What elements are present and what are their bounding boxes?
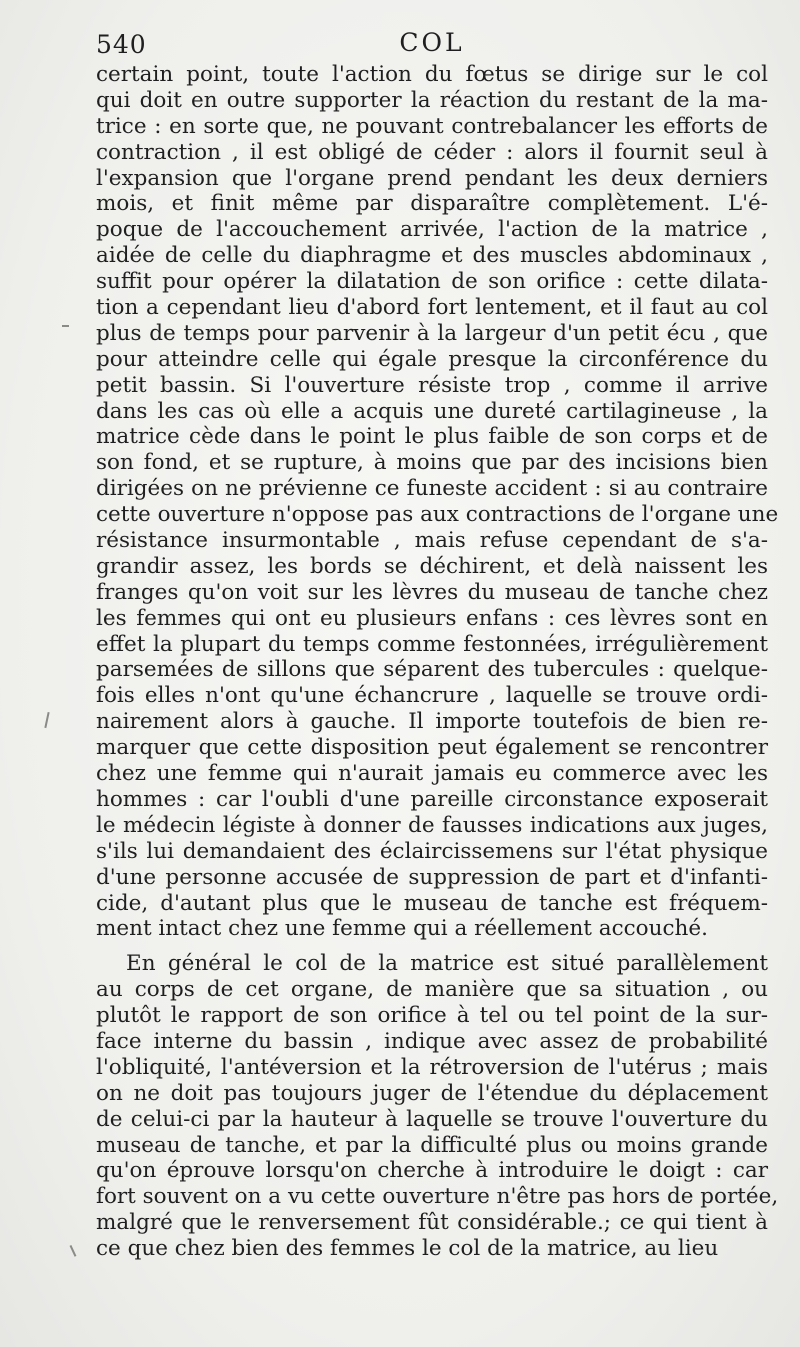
text-line: le médecin légiste à donner de fausses indications aux juges,	[96, 812, 768, 838]
text-line: fort souvent on a vu cette ouverture n'être pas hors de portée,	[96, 1184, 779, 1210]
text-line: ment intact chez une femme qui a réellement accouché.	[96, 916, 708, 942]
text-line: d'une personne accusée de suppression de part et d'infanti-	[96, 864, 768, 890]
text-line: aidée de celle du diaphragme et des muscles abdominaux ,	[96, 243, 768, 269]
text-line: malgré que le renversement fût considérable.; ce qui tient à	[96, 1210, 768, 1236]
text-line: tion a cependant lieu d'abord fort lentement, et il faut au col	[96, 295, 768, 321]
text-line: chez une femme qui n'aurait jamais eu commerce avec les	[96, 761, 768, 787]
text-line: qui doit en outre supporter la réaction du restant de la ma-	[96, 87, 768, 113]
text-line: marquer que cette disposition peut également se rencontrer	[96, 735, 768, 761]
text-line: plus de temps pour parvenir à la largeur d'un petit écu , que	[96, 320, 768, 346]
text-line: contraction , il est obligé de céder : alors il fournit seul à	[96, 139, 768, 165]
running-head: COL	[399, 28, 465, 57]
text-line: l'expansion que l'organe prend pendant les deux derniers	[96, 165, 768, 191]
text-line: certain point, toute l'action du fœtus se dirige sur le col	[96, 62, 768, 87]
margin-mark	[62, 325, 69, 327]
text-line: matrice cède dans le point le plus faible de son corps et de	[96, 424, 768, 450]
text-line: franges qu'on voit sur les lèvres du museau de tanche chez	[96, 579, 768, 605]
text-line: nairement alors à gauche. Il importe toutefois de bien re-	[96, 709, 768, 735]
text-line: dans les cas où elle a acquis une dureté cartilagineuse , la	[96, 398, 768, 424]
page-header	[96, 28, 768, 62]
paragraph-gap	[96, 942, 768, 951]
text-line: mois, et finit même par disparaître complètement. L'é-	[96, 191, 768, 217]
text-line: cide, d'autant plus que le museau de tanche est fréquem-	[96, 890, 768, 916]
text-line: l'obliquité, l'antéversion et la rétroversion de l'utérus ; mais	[96, 1054, 768, 1080]
margin-mark	[44, 712, 49, 728]
text-line: plutôt le rapport de son orifice à tel ou tel point de la sur-	[96, 1003, 768, 1029]
page-number: 540	[96, 30, 147, 59]
text-line: hommes : car l'oubli d'une pareille circonstance exposerait	[96, 786, 768, 812]
margin-mark	[70, 1245, 76, 1257]
text-line: s'ils lui demandaient des éclaircissemens sur l'état physique	[96, 838, 768, 864]
text-line: résistance insurmontable , mais refuse cependant de s'a-	[96, 528, 768, 554]
text-line: effet la plupart du temps comme festonnées, irrégulièrement	[96, 631, 768, 657]
text-line: ce que chez bien des femmes le col de la matrice, au lieu	[96, 1236, 719, 1262]
text-line: son fond, et se rupture, à moins que par des incisions bien	[96, 450, 768, 476]
paragraph-2	[96, 951, 779, 1262]
text-line: on ne doit pas toujours juger de l'étendue du déplacement	[96, 1080, 768, 1106]
text-line: face interne du bassin , indique avec assez de probabilité	[96, 1028, 768, 1054]
text-line: parsemées de sillons que séparent des tubercules : quelque-	[96, 657, 768, 683]
text-line: museau de tanche, et par la difficulté plus ou moins grande	[96, 1132, 768, 1158]
text-line: les femmes qui ont eu plusieurs enfans : ces lèvres sont en	[96, 605, 768, 631]
body-text	[96, 62, 779, 1262]
text-line: au corps de cet organe, de manière que sa situation , ou	[96, 977, 768, 1003]
text-line: En général le col de la matrice est situé parallèlement	[126, 951, 768, 977]
text-line: qu'on éprouve lorsqu'on cherche à introduire le doigt : car	[96, 1158, 768, 1184]
text-line: trice : en sorte que, ne pouvant contrebalancer les efforts de	[96, 113, 768, 139]
paragraph-1	[96, 62, 779, 942]
text-line: fois elles n'ont qu'une échancrure , laquelle se trouve ordi-	[96, 683, 768, 709]
text-line: suffit pour opérer la dilatation de son orifice : cette dilata-	[96, 269, 768, 295]
text-line: cette ouverture n'oppose pas aux contractions de l'organe une	[96, 502, 779, 528]
text-line: petit bassin. Si l'ouverture résiste trop , comme il arrive	[96, 372, 768, 398]
text-line: grandir assez, les bords se déchirent, et delà naissent les	[96, 553, 768, 579]
text-line: poque de l'accouchement arrivée, l'action de la matrice ,	[96, 217, 768, 243]
text-line: pour atteindre celle qui égale presque la circonférence du	[96, 346, 768, 372]
text-line: dirigées on ne prévienne ce funeste accident : si au contraire	[96, 476, 768, 502]
text-line: de celui-ci par la hauteur à laquelle se trouve l'ouverture du	[96, 1106, 768, 1132]
